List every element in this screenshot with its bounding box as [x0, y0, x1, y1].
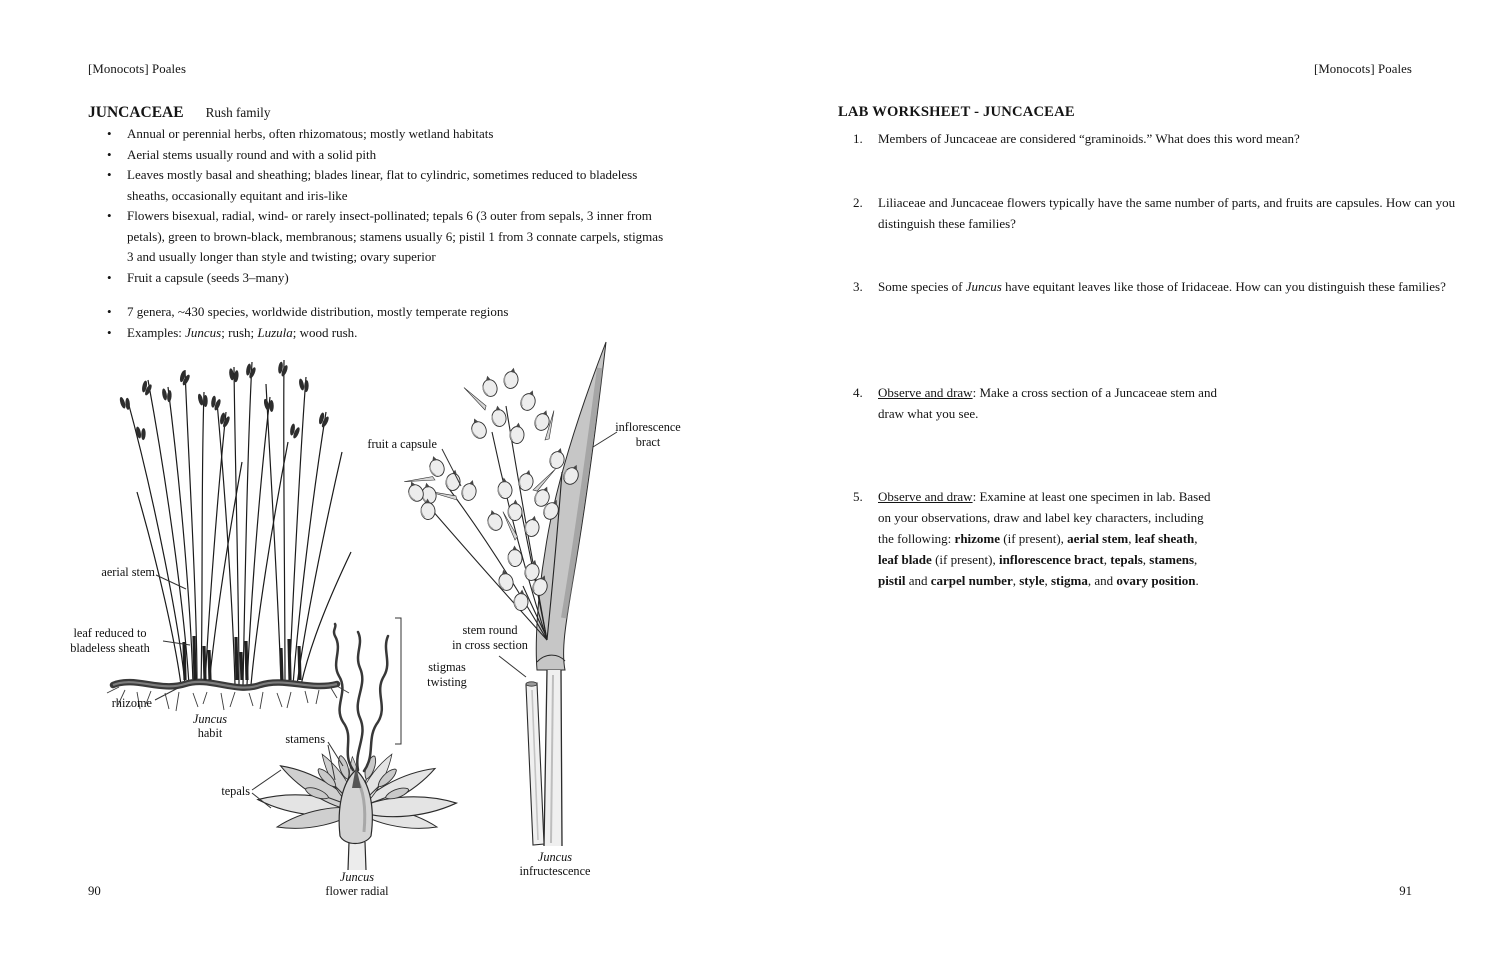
- label-line: bract: [635, 434, 661, 449]
- running-head-left: [Monocots] Poales: [88, 62, 187, 76]
- caption-genus: Juncus: [537, 850, 573, 864]
- list-item: • Leaves mostly basal and sheathing; blades linear, flat to cylindric, sometimes reduced to bladeless sheaths, occasionally equitant and iris-like: [88, 165, 666, 206]
- question-number: 5.: [853, 489, 863, 504]
- question-5: [853, 486, 1218, 591]
- caption-juncus-flower-radial: [296, 870, 418, 898]
- question-text: Observe and draw: Examine at least one specimen in lab. Based on your observations, draw and label key characters, including the following: rhizome (if present), aerial stem, leaf sheath, leaf blade (if present), inflorescence bract, tepals, stamens, pistil and carpel number, style, stigma, and ovary position.: [878, 489, 1211, 588]
- running-head-right: [Monocots] Poales: [1313, 62, 1412, 76]
- question-2: [853, 192, 1456, 234]
- page-number-left: 90: [88, 884, 101, 898]
- label-line: inflorescence: [615, 420, 681, 434]
- caption-juncus-habit: [160, 712, 260, 740]
- label-line: bladeless sheath: [70, 640, 150, 655]
- question-text: Liliaceae and Juncaceae flowers typically have the same number of parts, and fruits are capsules. How can you distinguish these families?: [878, 195, 1456, 231]
- family-characteristics-list: [88, 124, 666, 343]
- family-common-name: Rush family: [205, 105, 271, 120]
- caption-text: flower radial: [325, 884, 389, 898]
- label-rhizome: rhizome: [111, 696, 152, 710]
- label-line: in cross section: [452, 637, 528, 652]
- label-stem-round: [438, 623, 542, 652]
- label-line: leaf reduced to: [73, 626, 147, 640]
- question-number: 4.: [853, 385, 863, 400]
- label-inflorescence-bract: [593, 420, 703, 449]
- list-item: • Examples: Juncus; rush; Luzula; wood rush.: [88, 323, 666, 344]
- label-stigmas-twisting: [403, 660, 491, 689]
- question-text: Observe and draw: Make a cross section of a Juncaceae stem and draw what you see.: [878, 385, 1217, 421]
- list-item: • 7 genera, ~430 species, worldwide distribution, mostly temperate regions: [88, 302, 666, 323]
- list-item: • Fruit a capsule (seeds 3–many): [88, 268, 666, 289]
- family-heading: [88, 104, 270, 122]
- question-text: Members of Juncaceae are considered “graminoids.” What does this word mean?: [878, 131, 1300, 146]
- caption-text: habit: [197, 726, 223, 740]
- question-1: [853, 128, 1453, 149]
- label-line: twisting: [427, 674, 467, 689]
- question-number: 3.: [853, 279, 863, 294]
- caption-genus: Juncus: [192, 712, 228, 726]
- label-aerial-stem: aerial stem: [101, 565, 155, 579]
- question-3: [853, 276, 1448, 297]
- caption-genus: Juncus: [339, 870, 375, 884]
- label-bladeless-sheath: [58, 626, 162, 655]
- infructescence-drawing: [404, 342, 606, 846]
- question-text: Some species of Juncus have equitant leaves like those of Iridaceae. How can you distinguish these families?: [878, 279, 1446, 294]
- question-4: [853, 382, 1226, 424]
- label-line: stem round: [462, 623, 518, 637]
- caption-text: infructescence: [519, 864, 591, 878]
- list-item: • Flowers bisexual, radial, wind- or rarely insect-pollinated; tepals 6 (3 outer from sepals, 3 inner from petals), green to brown-black, membranous; stamens usually 6; pistil 1 from 3 connate carpels, stigmas 3 and usually longer than style and twisting; ovary superior: [88, 206, 666, 268]
- label-stamens: stamens: [285, 732, 325, 746]
- question-number: 2.: [853, 195, 863, 210]
- question-number: 1.: [853, 131, 863, 146]
- list-item: • Aerial stems usually round and with a solid pith: [88, 145, 666, 166]
- list-item: • Annual or perennial herbs, often rhizomatous; mostly wetland habitats: [88, 124, 666, 145]
- worksheet-title: LAB WORKSHEET - JUNCACEAE: [838, 104, 1075, 120]
- caption-juncus-infructescence: [493, 850, 617, 878]
- label-line: stigmas: [428, 660, 466, 674]
- label-fruit-a-capsule: fruit a capsule: [367, 437, 437, 451]
- label-tepals: tepals: [221, 784, 250, 798]
- rhizome-drawing: [113, 682, 337, 688]
- family-name: JUNCACEAE: [88, 104, 184, 121]
- page-number-right: 91: [1399, 884, 1412, 898]
